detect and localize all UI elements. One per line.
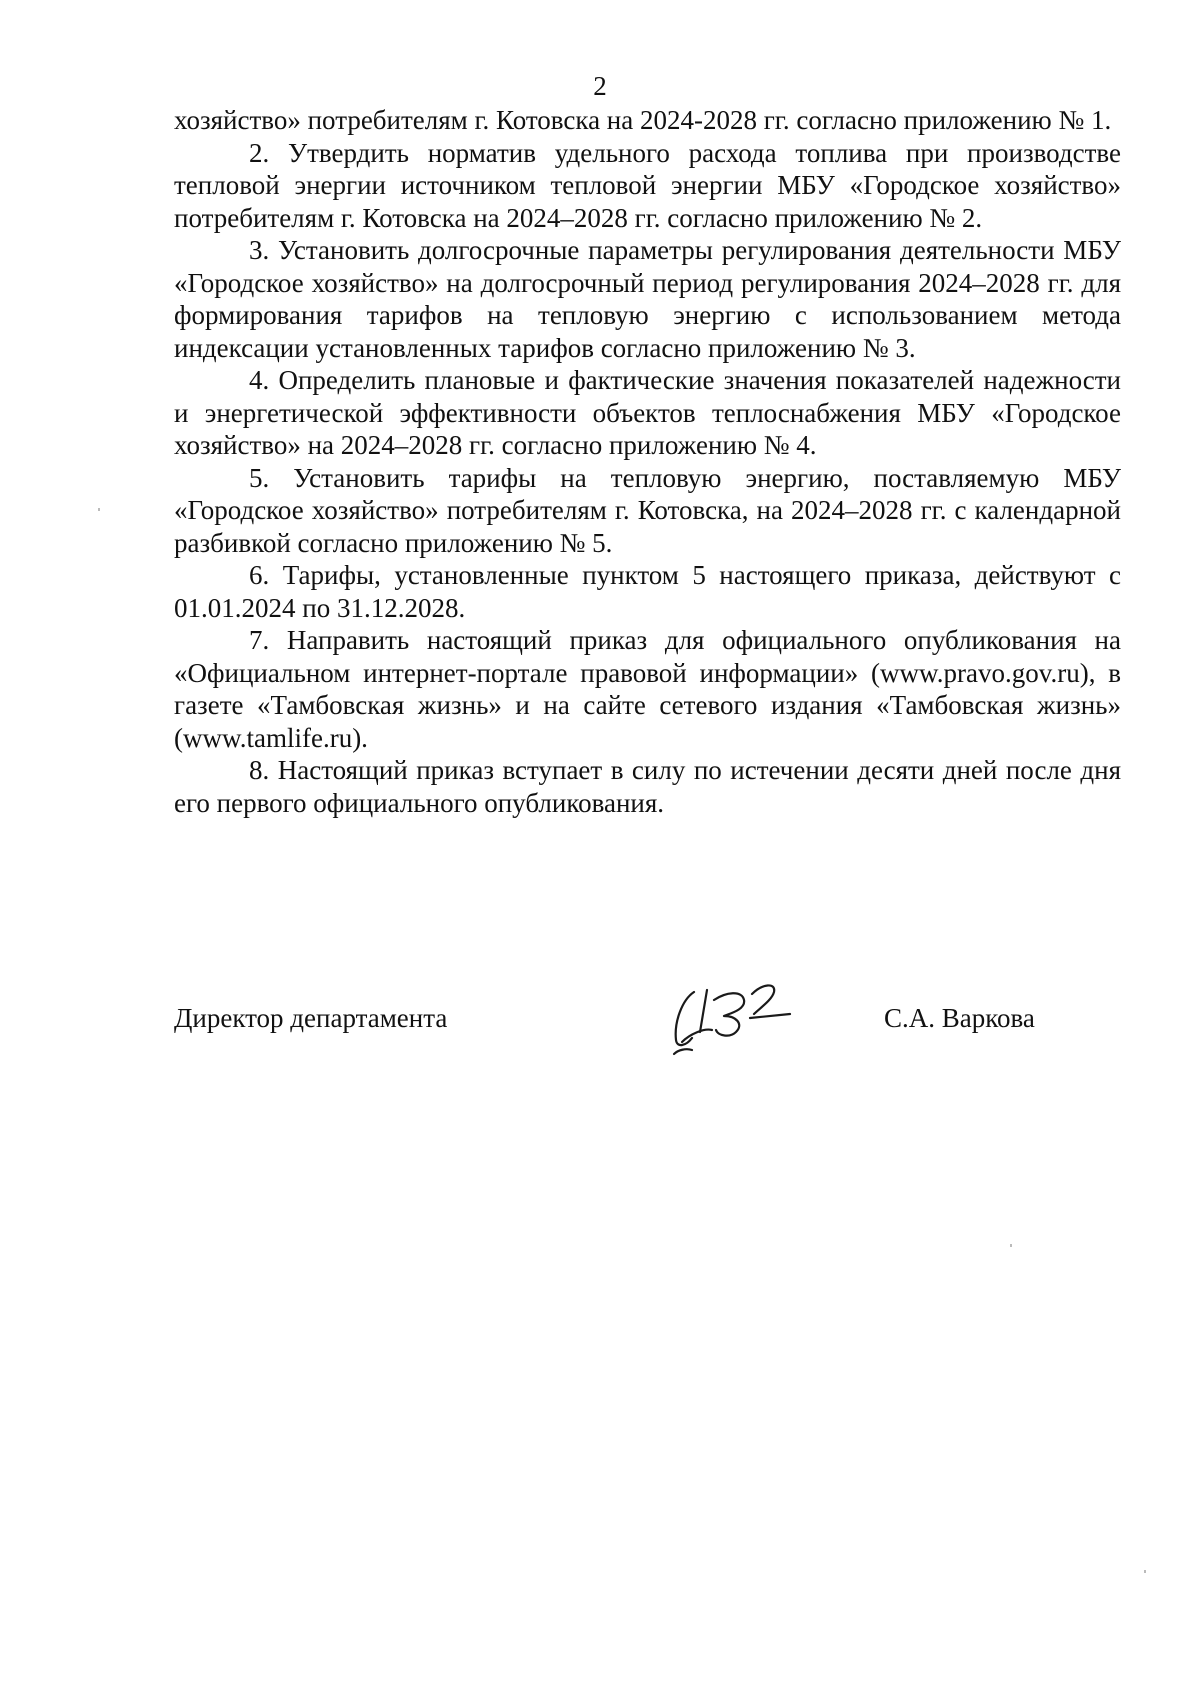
signatory-title: Директор департамента bbox=[174, 1003, 448, 1033]
paragraph-item-4: 4. Определить плановые и фактические значения показателей надежности и энергетической эффективности объектов теплоснабжения МБУ «Городское хозяйство» на 2024–2028 гг. согласно приложению № 4. bbox=[174, 365, 1121, 460]
signature-block bbox=[174, 990, 1121, 1080]
scan-speck bbox=[1010, 1244, 1012, 1247]
handwritten-signature-icon bbox=[652, 970, 802, 1060]
paragraph-item-8: 8. Настоящий приказ вступает в силу по истечении десяти дней после дня его первого официального опубликования. bbox=[174, 755, 1121, 818]
paragraph-item-6: 6. Тарифы, установленные пунктом 5 настоящего приказа, действуют с 01.01.2024 по 31.12.2028. bbox=[174, 560, 1121, 623]
paragraph-item-5: 5. Установить тарифы на тепловую энергию, поставляемую МБУ «Городское хозяйство» потребителям г. Котовска, на 2024–2028 гг. с календарной разбивкой согласно приложению № 5. bbox=[174, 462, 1121, 558]
paragraph-continuation: хозяйство» потребителям г. Котовска на 2024-2028 гг. согласно приложению № 1. bbox=[174, 105, 1112, 135]
paragraph-item-7: 7. Направить настоящий приказ для официального опубликования на «Официальном интернет-портале правовой информации» (www.pravo.gov.ru), в газете «Тамбовская жизнь» и на сайте сетевого издания «Тамбовская жизнь» (www.tamlife.ru). bbox=[174, 625, 1121, 753]
signatory-name: С.А. Варкова bbox=[884, 1003, 1035, 1033]
paragraph-item-2: 2. Утвердить норматив удельного расхода топлива при производстве тепловой энергии источником тепловой энергии МБУ «Городское хозяйство» потребителям г. Котовска на 2024–2028 гг. согласно приложению № 2. bbox=[174, 137, 1121, 233]
paragraph-item-3: 3. Установить долгосрочные параметры регулирования деятельности МБУ «Городское хозяйство» на долгосрочный период регулирования 2024–2028 гг. для формирования тарифов на тепловую энергию с использованием метода индексации установленных тарифов согласно приложению № 3. bbox=[174, 235, 1121, 363]
document-body bbox=[174, 104, 1121, 819]
scan-speck bbox=[1144, 1570, 1146, 1573]
page-number: 2 bbox=[593, 71, 607, 101]
scan-speck bbox=[98, 508, 100, 511]
